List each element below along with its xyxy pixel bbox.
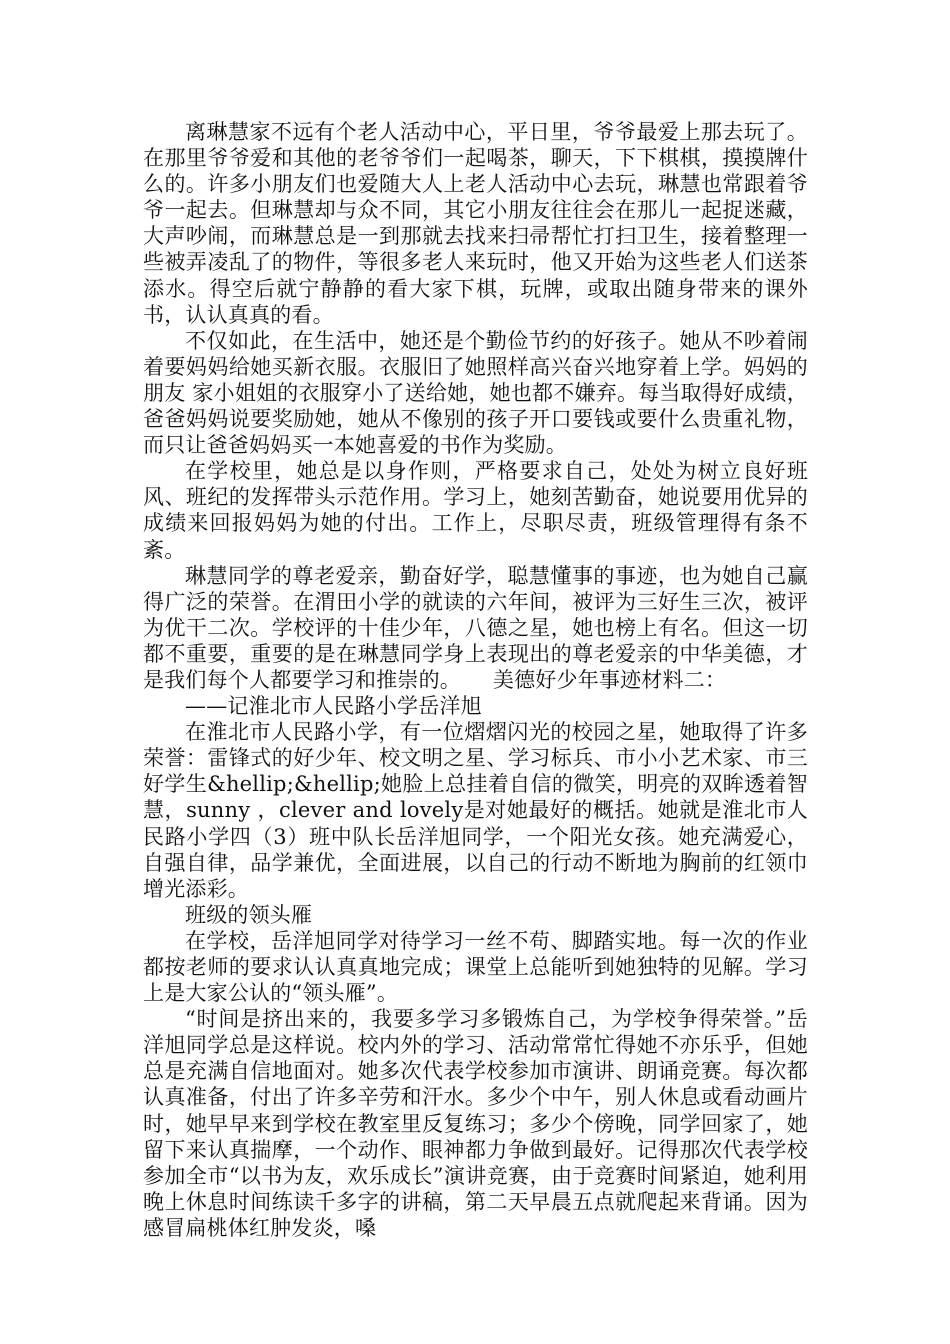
paragraph-2: 不仅如此，在生活中，她还是个勤俭节约的好孩子。她从不吵着闹着要妈妈给她买新衣服。衣服旧了她照样高兴奋兴地穿着上学。妈妈的朋友 家小姐姐的衣服穿小了送给她，她也都不嫌弃。每当取得好成绩，爸爸妈妈说要奖励她，她从不像别的孩子开口要钱或要什么贵重礼物，而只让爸爸妈妈买一本她喜爱的书作为奖励。 bbox=[143, 328, 808, 458]
subtitle-line: ——记淮北市人民路小学岳洋旭 bbox=[185, 694, 482, 719]
section-heading: 班级的领头雁 bbox=[185, 902, 313, 927]
paragraph-5: 在淮北市人民路小学，有一位熠熠闪光的校园之星，她取得了许多荣誉：雷锋式的好少年、校文明之星、学习标兵、市小小艺术家、市三好学生&hellip;&hellip;她脸上总挂着自信的微笑，明亮的双眸透着智慧，sunny ，clever and lovely是对她最好的概括。她就是淮北市人民路小学四（3）班中队长岳洋旭同学，一个阳光女孩。她充满爱心，自强自律，品学兼优，全面进展，以自己的行动不断地为胸前的红领巾增光添彩。 bbox=[143, 720, 808, 901]
paragraph-6: 在学校，岳洋旭同学对待学习一丝不苟、脚踏实地。每一次的作业都按老师的要求认认真真地完成；课堂上总能听到她独特的见解。学习上是大家公认的“领头雁”。 bbox=[143, 928, 808, 1006]
paragraph-7: “时间是挤出来的，我要多学习多锻炼自己，为学校争得荣誉。”岳洋旭同学总是这样说。校内外的学习、活动常常忙得她不亦乐乎，但她总是充满自信地面对。她多次代表学校参加市演讲、朗诵竞赛。每次都认真准备，付出了许多辛劳和汗水。多少个中午，别人休息或看动画片时，她早早来到学校在教室里反复练习；多少个傍晚，同学回家了，她留下来认真揣摩，一个动作、眼神都力争做到最好。记得那次代表学校参加全市“以书为友，欢乐成长”演讲竞赛，由于竞赛时间紧迫，她利用晚上休息时间练读千多字的讲稿，第二天早晨五点就爬起来背诵。因为感冒扁桃体红肿发炎，嗓 bbox=[143, 1007, 808, 1240]
paragraph-3: 在学校里，她总是以身作则，严格要求自己，处处为树立良好班风、班纪的发挥带头示范作用。学习上，她刻苦勤奋，她说要用优异的成绩来回报妈妈为她的付出。工作上，尽职尽责，班级管理得有条不紊。 bbox=[143, 459, 808, 562]
paragraph-4: 琳慧同学的尊老爱亲，勤奋好学，聪慧懂事的事迹，也为她自己赢得广泛的荣誉。在渭田小学的就读的六年间，被评为三好生三次，被评为优干二次。学校评的十佳少年，八德之星，她也榜上有名。但这一切都不重要，重要的是在琳慧同学身上表现出的尊老爱亲的中华美德，才是我们每个人都要学习和推崇的。 美德好少年事迹材料二： bbox=[143, 563, 808, 692]
paragraph-1: 离琳慧家不远有个老人活动中心，平日里，爷爷最爱上那去玩了。在那里爷爷爱和其他的老爷爷们一起喝茶，聊天，下下棋棋，摸摸牌什么的。许多小朋友们也爱随大人上老人活动中心去玩，琳慧也常跟着爷爷一起去。但琳慧却与众不同，其它小朋友往往会在那儿一起捉迷藏，大声吵闹，而琳慧总是一到那就去找来扫帚帮忙打扫卫生，接着整理一些被弄凌乱了的物件，等很多老人来玩时，他又开始为这些老人们送茶添水。得空后就宁静静的看大家下棋，玩牌，或取出随身带来的课外书，认认真真的看。 bbox=[143, 120, 808, 327]
document-body bbox=[143, 119, 808, 1241]
